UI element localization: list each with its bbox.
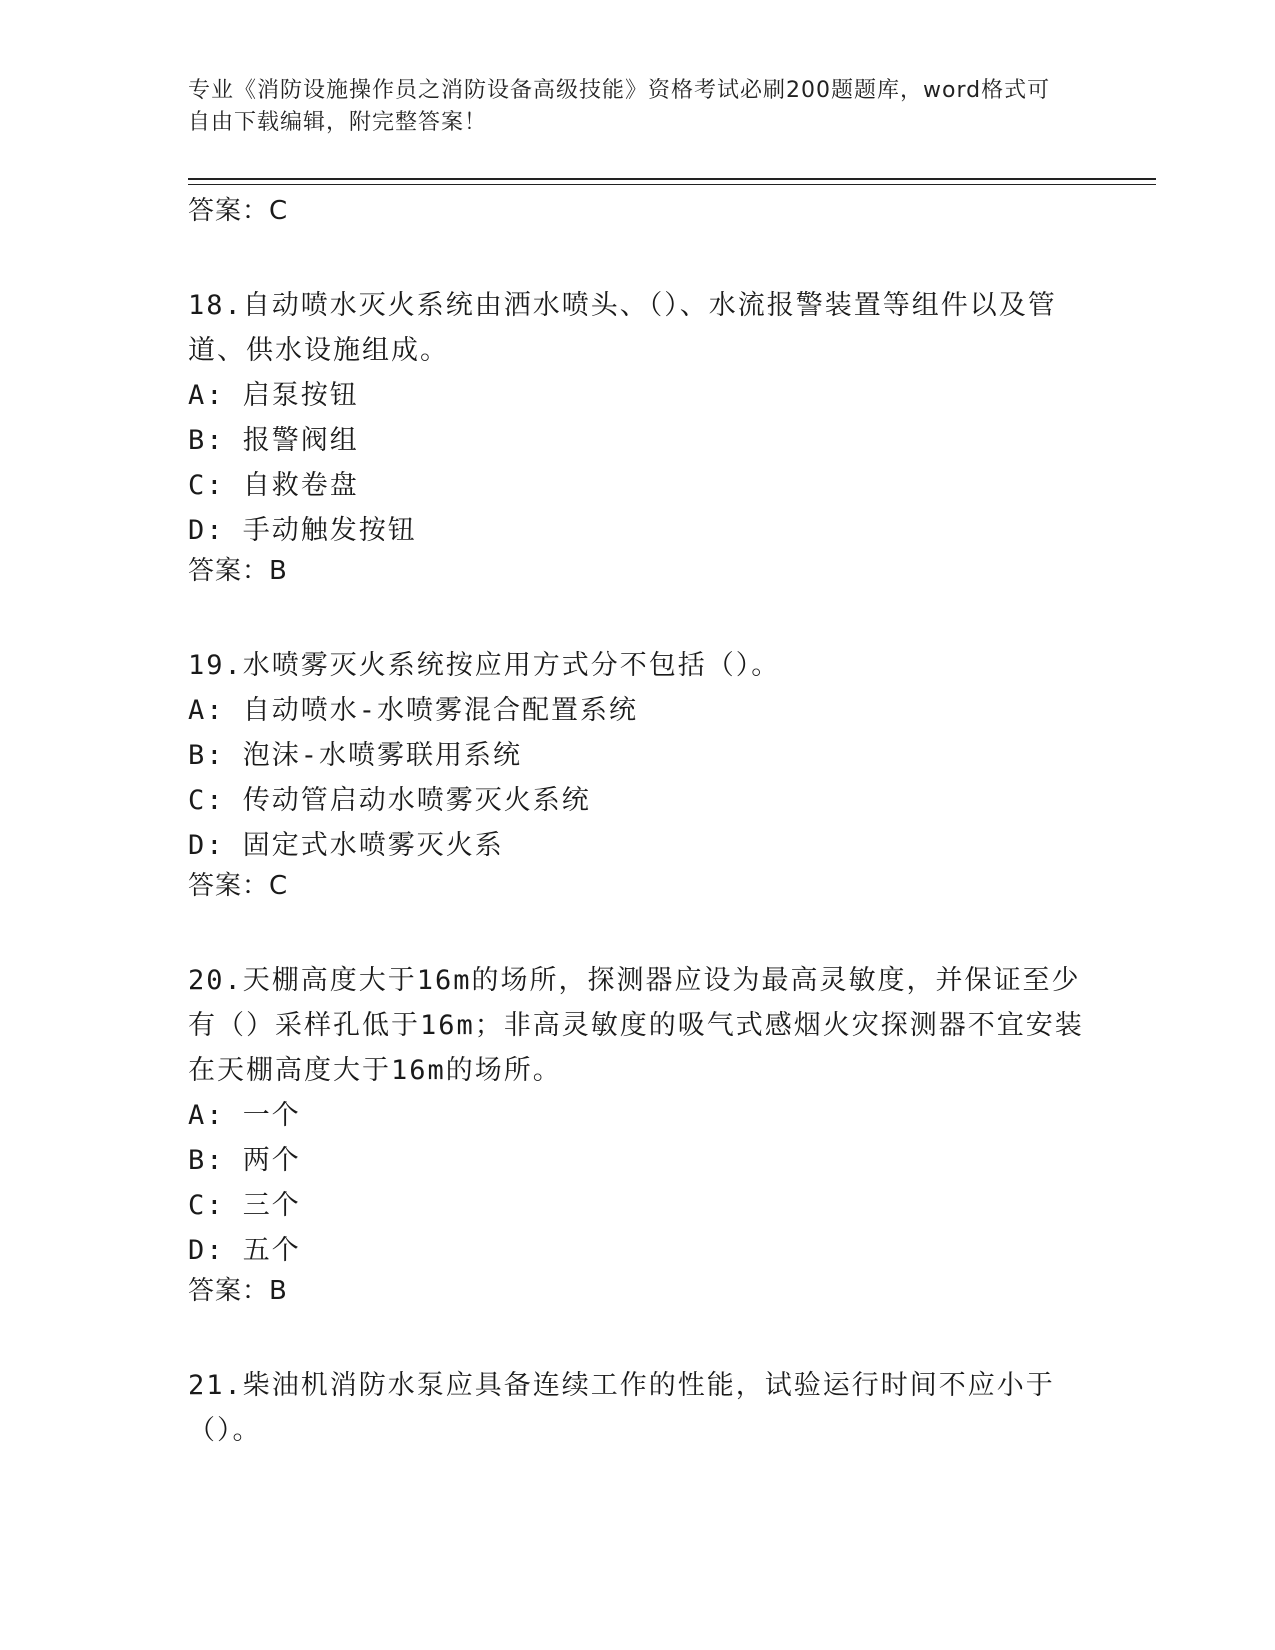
option-a: A: 启泵按钮	[188, 380, 359, 411]
option-d: D: 固定式水喷雾灭火系	[188, 830, 504, 861]
question-21	[188, 1363, 1088, 1453]
option-b: B: 报警阀组	[188, 425, 359, 456]
option-c: C: 自救卷盘	[188, 470, 359, 501]
option-d: D: 五个	[188, 1235, 301, 1266]
option-b: B: 泡沫-水喷雾联用系统	[188, 740, 523, 771]
previous-answer: 答案：C	[188, 196, 289, 226]
option-b: B: 两个	[188, 1145, 301, 1176]
header-rule-thin	[188, 184, 1156, 185]
question-18	[188, 283, 1088, 589]
answer: 答案：B	[188, 556, 288, 586]
question-list	[188, 193, 1088, 1453]
option-a: A: 一个	[188, 1100, 301, 1131]
question-stem: 19.水喷雾灭火系统按应用方式分不包括（）。	[188, 650, 781, 681]
question-19	[188, 643, 1088, 904]
header-rule-thick	[188, 178, 1156, 180]
document-header: 专业《消防设施操作员之消防设备高级技能》资格考试必刷200题题库，word格式可自由下载编辑，附完整答案！	[188, 78, 1051, 135]
question-stem: 21.柴油机消防水泵应具备连续工作的性能，试验运行时间不应小于（）。	[188, 1370, 1055, 1446]
option-c: C: 传动管启动水喷雾灭火系统	[188, 785, 591, 816]
question-20	[188, 958, 1088, 1309]
answer: 答案：C	[188, 871, 289, 901]
question-stem: 20.天棚高度大于16m的场所，探测器应设为最高灵敏度，并保证至少有（）采样孔低于16m；非高灵敏度的吸气式感烟火灾探测器不宜安装在天棚高度大于16m的场所。	[188, 965, 1084, 1086]
option-d: D: 手动触发按钮	[188, 515, 417, 546]
question-stem: 18.自动喷水灭火系统由洒水喷头、（）、水流报警装置等组件以及管道、供水设施组成。	[188, 290, 1057, 366]
option-a: A: 自动喷水-水喷雾混合配置系统	[188, 695, 639, 726]
answer: 答案：B	[188, 1276, 288, 1306]
option-c: C: 三个	[188, 1190, 301, 1221]
